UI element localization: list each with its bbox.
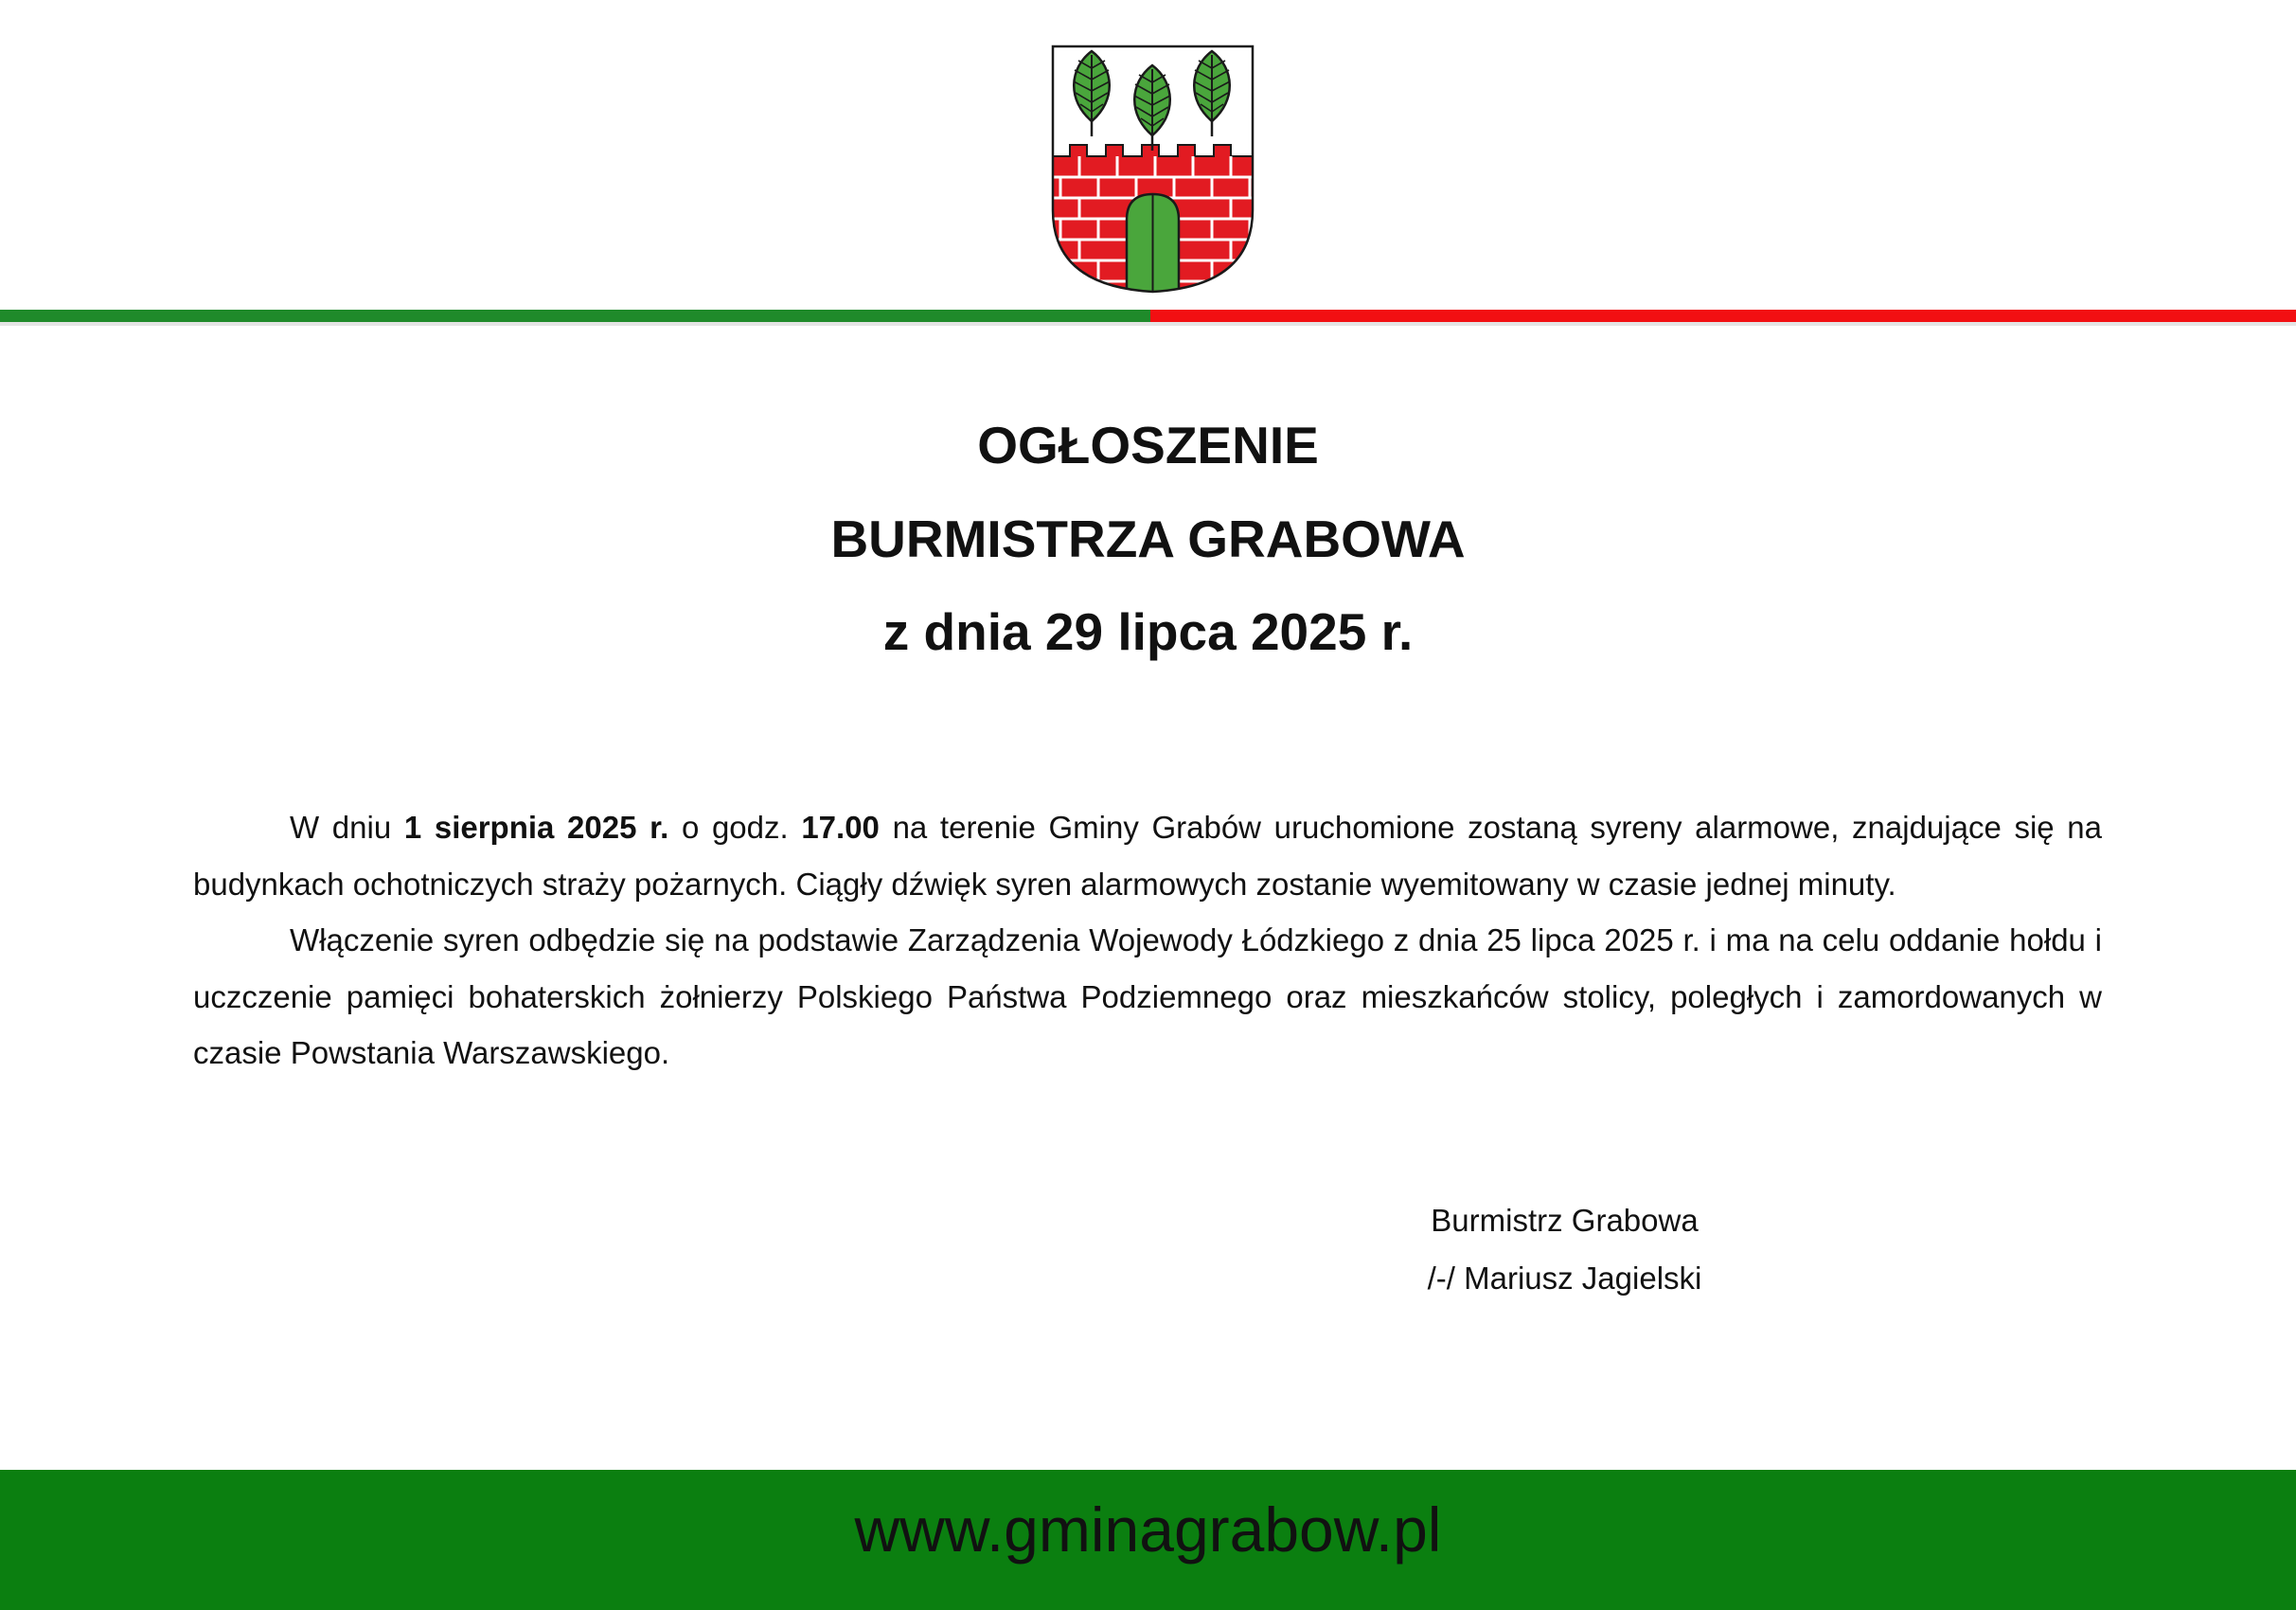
footer-bar [0,1470,2296,1610]
signature-role: Burmistrz Grabowa [1431,1203,1699,1238]
footer-website-link[interactable]: www.gminagrabow.pl [854,1494,1442,1565]
header-stripe-green [0,310,1150,322]
event-date: 1 sierpnia 2025 r. [403,810,669,845]
header-stripe-shadow [0,322,2296,326]
grabow-coat-of-arms-icon [1051,45,1255,294]
paragraph-2: Włączenie syren odbędzie się na podstawie Zarządzenia Wojewody Łódzkiego z dnia 25 lipca 2025 r. i ma na celu oddanie hołdu i uczczenie pamięci bohaterskich żołnierzy Polskiego Państwa Podziemnego oraz mieszkańców stolicy, poległych i zamordowanych w czasie Powstania Warszawskiego. [193,922,2102,1070]
header-stripe-red [1150,310,2296,322]
announcement-title: OGŁOSZENIE [977,416,1319,474]
signature-name: /-/ Mariusz Jagielski [1427,1261,1702,1296]
event-time: 17.00 [801,810,880,845]
announcement-date: z dnia 29 lipca 2025 r. [882,602,1414,661]
announcement-issuer: BURMISTRZA GRABOWA [830,510,1466,568]
paragraph-1: W dniu 1 sierpnia 2025 r. o godz. 17.00 na terenie Gminy Grabów uruchomione zostaną syreny alarmowe, znajdujące się na budynkach ochotniczych straży pożarnych. Ciągły dźwięk syren alarmowych zostanie wyemitowany w czasie jednej minuty. [193,810,2102,902]
announcement-body [193,799,2102,1082]
